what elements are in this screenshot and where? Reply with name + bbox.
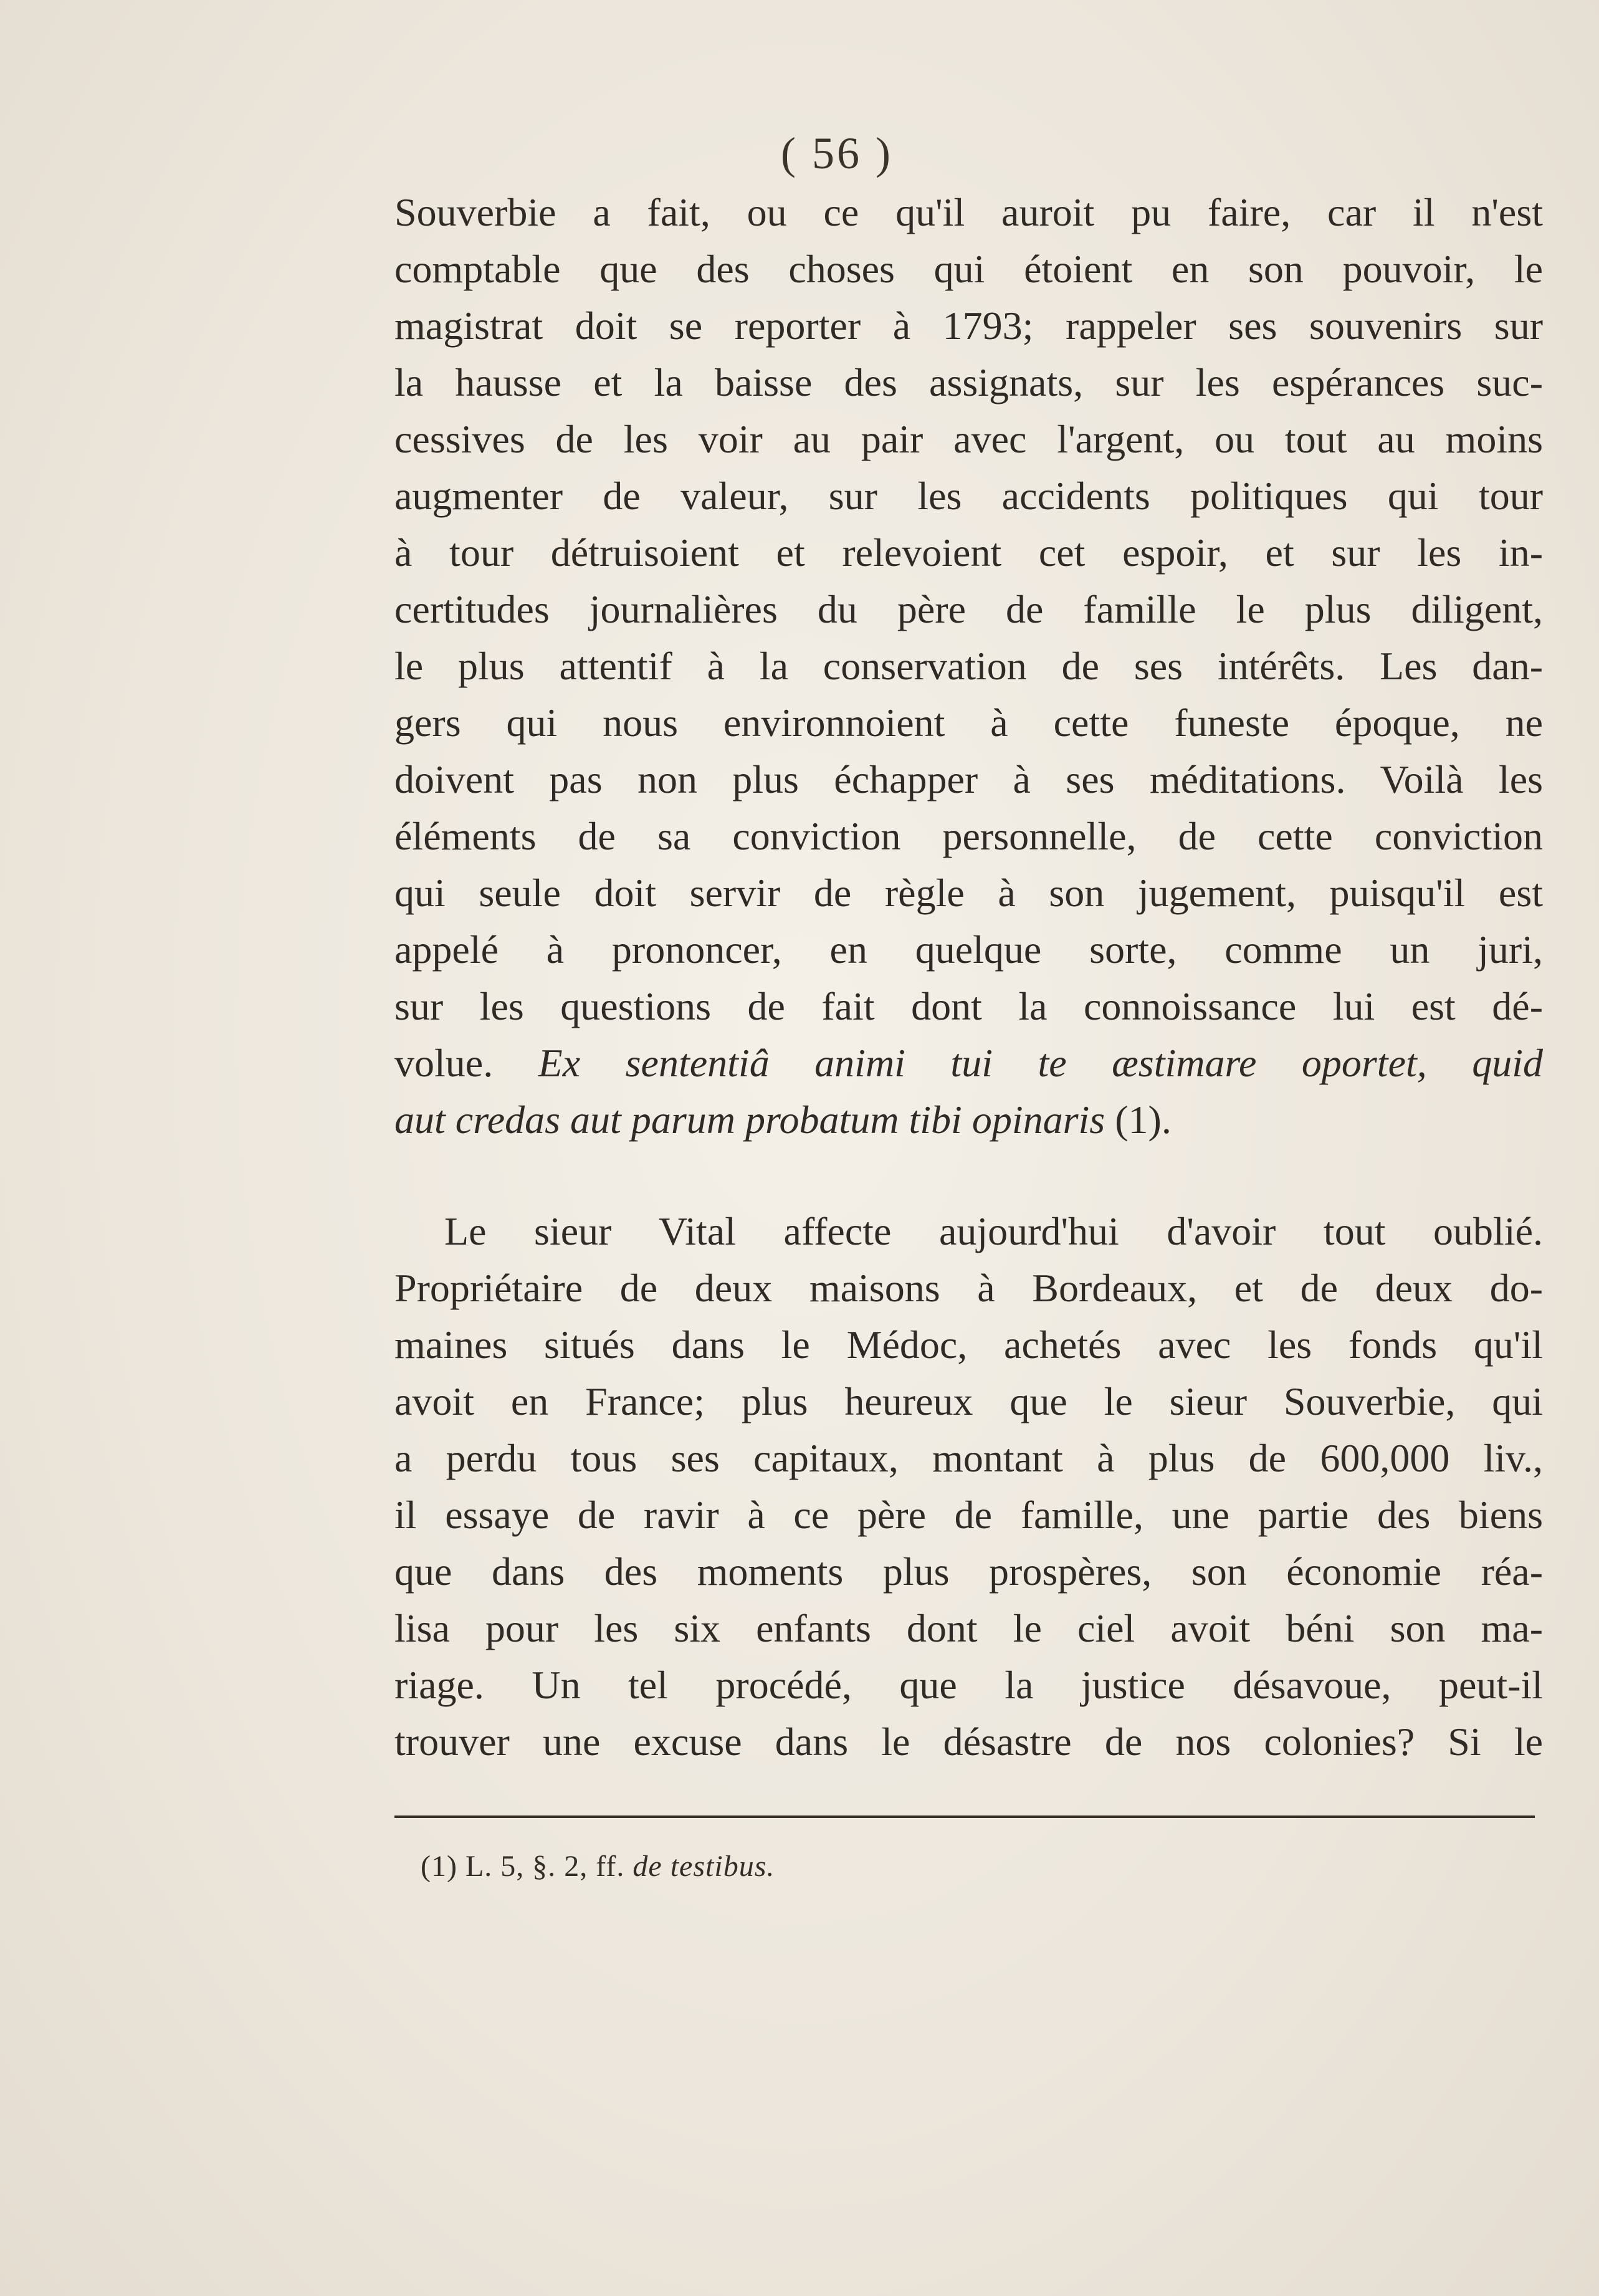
footnote-rule	[394, 1815, 1535, 1818]
latin-quote: Ex sententiâ animi tui te æstimare oportet, quid	[538, 1041, 1543, 1085]
text-line: cessives de les voir au pair avec l'argent, ou tout au moins	[394, 417, 1543, 461]
text-line: Propriétaire de deux maisons à Bordeaux, et de deux do-	[394, 1266, 1543, 1310]
text-line: a perdu tous ses capitaux, montant à plus de 600,000 liv.,	[394, 1436, 1543, 1480]
text-roman: volue.	[394, 1041, 494, 1085]
text-line-latin-quote-end	[394, 1091, 1543, 1148]
text-line: la hausse et la baisse des assignats, sur les espérances suc-	[394, 360, 1543, 404]
text-line: Souverbie a fait, ou ce qu'il auroit pu faire, car il n'est	[394, 190, 1543, 234]
text-line: le plus attentif à la conservation de ses intérêts. Les dan-	[394, 644, 1543, 688]
text-line: qui seule doit servir de règle à son jugement, puisqu'il est	[394, 871, 1543, 915]
text-line: Le sieur Vital affecte aujourd'hui d'avoir tout oublié.	[444, 1209, 1543, 1253]
text-line: gers qui nous environnoient à cette funeste époque, ne	[394, 701, 1543, 745]
text-line: trouver une excuse dans le désastre de nos colonies? Si le	[394, 1720, 1543, 1764]
footnote-italic: de testibus.	[632, 1850, 775, 1883]
latin-quote: aut credas aut parum probatum tibi opinaris	[394, 1098, 1105, 1142]
text-line: magistrat doit se reporter à 1793; rappeler ses souvenirs sur	[394, 304, 1543, 348]
text-line: appelé à prononcer, en quelque sorte, comme un juri,	[394, 927, 1543, 972]
text-line: doivent pas non plus échapper à ses méditations. Voilà les	[394, 757, 1543, 801]
text-line-latin-quote	[394, 1035, 1543, 1091]
text-line: éléments de sa conviction personnelle, de cette conviction	[394, 814, 1543, 858]
text-line: à tour détruisoient et relevoient cet espoir, et sur les in-	[394, 530, 1543, 575]
text-line: riage. Un tel procédé, que la justice désavoue, peut-il	[394, 1663, 1543, 1707]
paragraph-2	[394, 1203, 1543, 1770]
text-line: lisa pour les six enfants dont le ciel avoit béni son ma-	[394, 1606, 1543, 1650]
page-number: ( 56 )	[781, 128, 893, 178]
text-line: avoit en France; plus heureux que le sieur Souverbie, qui	[394, 1379, 1543, 1423]
footnote-citation: (1) L. 5, §. 2, ff.	[421, 1850, 625, 1883]
footnote	[421, 1839, 775, 1895]
text-line: augmenter de valeur, sur les accidents politiques qui tour	[394, 474, 1543, 518]
text-line: que dans des moments plus prospères, son économie réa-	[394, 1549, 1543, 1594]
paragraph-1	[394, 184, 1543, 1148]
footnote-ref: (1).	[1105, 1098, 1172, 1142]
text-line: comptable que des choses qui étoient en son pouvoir, le	[394, 247, 1543, 291]
text-line: maines situés dans le Médoc, achetés avec les fonds qu'il	[394, 1323, 1543, 1367]
text-line: il essaye de ravir à ce père de famille, une partie des biens	[394, 1493, 1543, 1537]
text-line: sur les questions de fait dont la connoissance lui est dé-	[394, 984, 1543, 1028]
text-line: certitudes journalières du père de famille le plus diligent,	[394, 587, 1543, 631]
